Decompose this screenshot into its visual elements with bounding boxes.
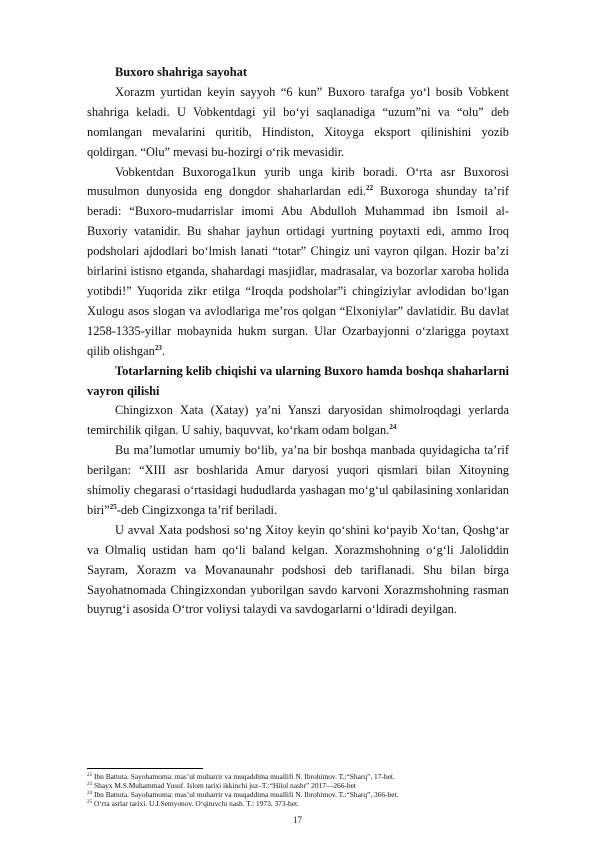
footnote-text: Ibn Battuta. Sayohatnoma: mas’ul muharrir va muqaddima muallifi N. Ibrohimov. T.:“Sharq”, 17-bet. bbox=[94, 772, 395, 781]
paragraph-text: Vobkentdan Buxoroga1kun yurib unga kirib boradi. O‘rta asr Buxorosi musulmon dunyosida eng dongdor shaharlardan edi. bbox=[87, 164, 509, 199]
main-text bbox=[87, 63, 509, 620]
paragraph-text: Chingizxon Xata (Xatay) ya’ni Yanszi daryosidan shimolroqdagi yerlarda temirchilik qilgan. U sahiy, baquvvat, ko‘rkam odam bolgan. bbox=[87, 403, 509, 438]
page-number: 17 bbox=[293, 815, 302, 825]
paragraph-text: -deb Cingizxonga ta’rif beriladi. bbox=[116, 502, 278, 517]
footnote-number: 22 bbox=[87, 772, 92, 778]
paragraph-conquests: U avval Xata podshosi so‘ng Xitoy keyin qo‘shini ko‘payib Xo‘tan, Qoshg‘ar va Olmaliq ustidan ham qo‘li baland kelgan. Xorazmshohning o‘g‘li Jaloliddin Sayram, Xorazm va Movanaunahr podshosi deb tariflanadi. Shu bilan birga Sayohatnomada Chingizxondan yuborilgan savdo karvoni Xorazmshohning rasman buyrug‘i asosida O‘tror voliysi talaydi va savdogarlarni o‘ldiradi deyilgan. bbox=[87, 522, 509, 617]
paragraph-text: Bu ma’lumotlar umumiy bo‘lib, ya’na bir boshqa manbada quyidagicha ta’rif berilgan: “XIII asr boshlarida Amur daryosi yuqori qismlari bilan Xitoyning shimoliy chegarasi o‘rtasidagi hududlarda yashagan mo‘g‘ul qabilasining xonlaridan biri” bbox=[87, 443, 509, 517]
section-heading-tatars: Totarlarning kelib chiqishi va ularning Buxoro hamda boshqa shaharlarni vayron qilishi bbox=[87, 363, 509, 398]
footnotes bbox=[87, 768, 509, 808]
section-heading-bukhara: Buxoro shahriga sayohat bbox=[115, 65, 247, 79]
footnote-ref: 25 bbox=[109, 502, 117, 511]
paragraph-chingizkhan bbox=[87, 401, 509, 441]
paragraph-text: Buxoroga shunday ta’rif beradi: “Buxoro-mudarrislar imomi Abu Abdulloh Muhammad ibn Ismoil al-Buxoriy vatanidir. Bu shahar jayhun ortidagi yurtning poytaxti edi, ammo Iroq podsholari ajdodlari bo‘lmish lanati “totar” Chingiz uni vayron qilgan. Hozir ba’zi birlarini istisno etganda, shahardagi masjidlar, madrasalar, va bozorlar xaroba holida yotibdi!” Yuqorida zikr etilga “Iroqda podsholar”i chingiziylar avlodidan bo‘lgan Xulogu asos slogan va avlodlariga me’ros qolgan “Elxoniylar” davlatidir. Bu davlat 1258-1335-yillar mobaynida hukm surgan. Ular Ozarbayjonni o‘zlarigga poytaxt qilib olishgan bbox=[87, 184, 509, 358]
paragraph-bukhara-description bbox=[87, 163, 509, 362]
footnote-item bbox=[87, 799, 509, 808]
footnote-item bbox=[87, 790, 509, 799]
footnote-divider bbox=[87, 768, 203, 769]
paragraph-text: . bbox=[161, 343, 165, 358]
footnote-number: 24 bbox=[87, 790, 92, 796]
footnote-ref: 22 bbox=[366, 184, 374, 193]
footnote-ref: 23 bbox=[154, 343, 162, 352]
footnote-item bbox=[87, 781, 509, 790]
paragraph-source-definition bbox=[87, 441, 509, 521]
footnote-text: Shayx M.S.Muhammad Yusuf. Islom tarixi ikkinchi juz–T.:“Hilol nashr” 2017—266-bet bbox=[94, 781, 356, 790]
footnote-item bbox=[87, 772, 509, 781]
footnote-ref: 24 bbox=[389, 423, 397, 432]
footnote-number: 25 bbox=[87, 799, 92, 805]
footnote-number: 23 bbox=[87, 781, 92, 787]
footnote-text: Ibn Battuta. Sayohatnoma: mas’ul muharrir va muqaddima muallifi N. Ibrohimov. T.:“Sharq”, 366-bet. bbox=[94, 790, 399, 799]
paragraph-vobkent: Xorazm yurtidan keyin sayyoh “6 kun” Buxoro tarafga yo‘l bosib Vobkent shahriga keladi. U Vobkentdagi yil bo‘yi saqlanadiga “uzum”ni va “olu” deb nomlangan mevalarini quritib, Hindiston, Xitoyga eksport qilinishini yozib qoldirgan. “Olu” mevasi bu-hozirgi o‘rik mevasidir. bbox=[87, 84, 509, 159]
footnote-text: O‘rta asrlar tarixi. U.I.Semyonov. O‘qituvchi nash. T.: 1973. 373-bet. bbox=[94, 799, 299, 808]
